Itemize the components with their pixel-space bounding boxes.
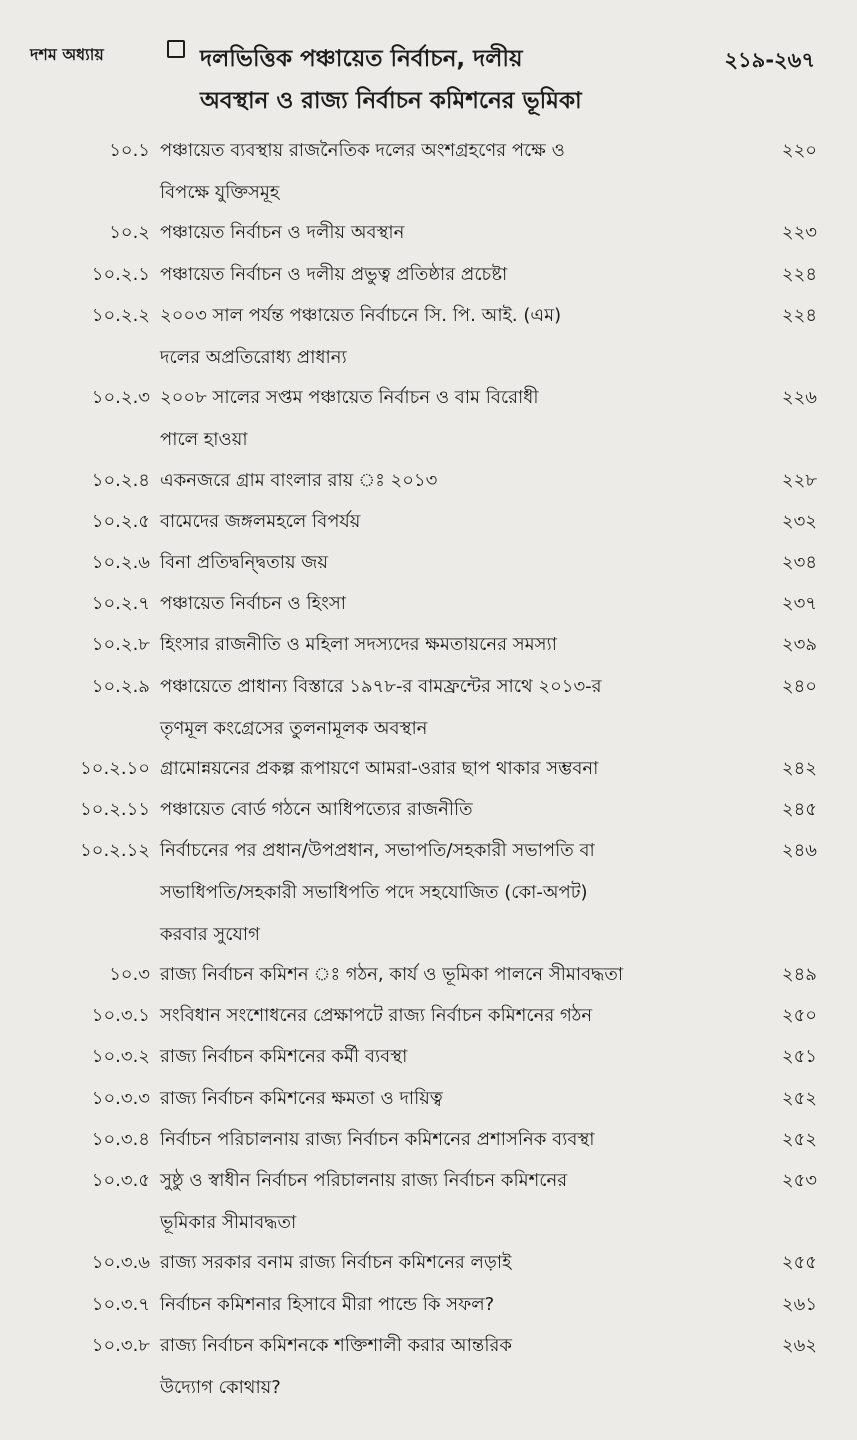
chapter-page-range: ২১৯-২৬৭ xyxy=(724,48,815,72)
section-title xyxy=(160,830,745,956)
section-number: ১০.২.৯ xyxy=(91,675,150,697)
section-title-line: বিনা প্রতিদ্বন্দ্বিতায় জয় xyxy=(160,552,328,573)
section-title-line: সংবিধান সংশোধনের প্রেক্ষাপটে রাজ্য নির্বাচন কমিশনের গঠন xyxy=(160,1005,593,1027)
section-title-line: একনজরে গ্রাম বাংলার রায় ঃ ২০১৩ xyxy=(160,469,438,491)
section-title xyxy=(160,1119,745,1161)
page-number: ২২৬ xyxy=(781,387,817,409)
section-number: ১০.৩.২ xyxy=(91,1046,150,1068)
section-number: ১০.২.১১ xyxy=(80,799,150,821)
section-number: ১০.৩.৭ xyxy=(91,1293,150,1315)
section-number: ১০.২.৭ xyxy=(91,593,150,615)
section-number: ১০.৩.৪ xyxy=(91,1128,150,1150)
section-title-line: গ্রামোন্নয়নের প্রকল্প রূপায়ণে আমরা-ওরার ছাপ থাকার সম্ভবনা xyxy=(160,758,599,779)
section-title-line: পঞ্চায়েত নির্বাচন ও দলীয় অবস্থান xyxy=(160,222,405,244)
section-number: ১০.২ xyxy=(109,222,150,244)
section-title-line: পঞ্চায়েত ব্যবস্থায় রাজনৈতিক দলের অংশগ্রহণের পক্ষে ও xyxy=(160,140,565,161)
section-title-line: রাজ্য নির্বাচন কমিশন ঃ গঠন, কার্য ও ভূমিকা পালনে সীমাবদ্ধতা xyxy=(160,964,624,985)
section-title-line: ভূমিকার সীমাবদ্ধতা xyxy=(160,1212,297,1233)
section-title-line: পঞ্চায়েত নির্বাচন ও হিংসা xyxy=(160,593,346,615)
section-title-line: নির্বাচনের পর প্রধান/উপপ্রধান, সভাপতি/সহকারী সভাপতি বা xyxy=(160,840,595,862)
section-title-line: রাজ্য সরকার বনাম রাজ্য নির্বাচন কমিশনের লড়াই xyxy=(160,1252,512,1274)
section-title xyxy=(160,542,745,584)
section-number: ১০.১ xyxy=(109,140,150,161)
section-title xyxy=(160,1078,745,1120)
checkbox-bullet-icon xyxy=(167,40,185,58)
section-number: ১০.৩.৩ xyxy=(91,1087,150,1109)
section-number: ১০.২.৫ xyxy=(91,510,150,532)
section-title xyxy=(160,1284,745,1326)
page-number: ২৩২ xyxy=(781,510,817,532)
section-title-line: তৃণমূল কংগ্রেসের তুলনামূলক অবস্থান xyxy=(160,717,428,739)
section-number: ১০.২.৬ xyxy=(91,552,150,573)
page-number: ২২৪ xyxy=(781,263,817,285)
section-title-line: বিপক্ষে যুক্তিসমূহ xyxy=(160,182,280,203)
section-title xyxy=(160,1160,745,1244)
section-title-line: হিংসার রাজনীতি ও মহিলা সদস্যদের ক্ষমতায়নের সমস্যা xyxy=(160,634,557,656)
page-number: ২৫২ xyxy=(781,1128,817,1150)
page-number: ২২৮ xyxy=(781,469,817,491)
page-number: ২৪৬ xyxy=(781,840,817,862)
section-title-line: ২০০৩ সাল পর্যন্ত পঞ্চায়েত নির্বাচনে সি. পি. আই. (এম) xyxy=(160,304,562,326)
section-title xyxy=(160,1325,745,1409)
section-title-line: করবার সুযোগ xyxy=(160,924,260,946)
section-number: ১০.৩.৬ xyxy=(91,1252,150,1274)
section-title xyxy=(160,583,745,625)
section-title-line: সুষ্ঠু ও স্বাধীন নির্বাচন পরিচালনায় রাজ্য নির্বাচন কমিশনের xyxy=(160,1170,568,1191)
page-number: ২৫৩ xyxy=(781,1170,817,1191)
section-title-line: রাজ্য নির্বাচন কমিশনের কর্মী ব্যবস্থা xyxy=(160,1046,408,1068)
page-number: ২৫০ xyxy=(781,1005,817,1027)
section-title xyxy=(160,789,745,831)
section-title xyxy=(160,995,745,1037)
chapter-label: দশম অধ্যায় xyxy=(30,45,104,64)
section-number: ১০.২.১ xyxy=(91,263,150,285)
section-title-line: নির্বাচন কমিশনার হিসাবে মীরা পান্ডে কি সফল? xyxy=(160,1293,495,1315)
chapter-title-line-1: দলভিত্তিক পঞ্চায়েত নির্বাচন, দলীয় xyxy=(200,46,523,72)
section-title-line: পালে হাওয়া xyxy=(160,429,248,451)
section-number: ১০.৩.৫ xyxy=(91,1170,150,1191)
section-title xyxy=(160,1242,745,1284)
section-number: ১০.২.২ xyxy=(91,304,150,326)
section-title-line: দলের অপ্রতিরোধ্য প্রাধান্য xyxy=(160,346,347,368)
section-title xyxy=(160,130,745,214)
section-number: ১০.২.৩ xyxy=(91,387,150,409)
chapter-title-line-2: অবস্থান ও রাজ্য নির্বাচন কমিশনের ভূমিকা xyxy=(200,88,582,114)
page-number: ২৫৫ xyxy=(781,1252,817,1274)
chapter-heading xyxy=(0,38,857,128)
page-number: ২৪২ xyxy=(781,758,817,779)
section-title xyxy=(160,377,745,461)
page-number: ২২৪ xyxy=(781,304,817,326)
section-title-line: পঞ্চায়েত বোর্ড গঠনে আধিপত্যের রাজনীতি xyxy=(160,799,473,821)
section-title xyxy=(160,295,745,379)
section-title-line: উদ্যোগ কোথায়? xyxy=(160,1376,281,1398)
section-title-line: নির্বাচন পরিচালনায় রাজ্য নির্বাচন কমিশনের প্রশাসনিক ব্যবস্থা xyxy=(160,1128,595,1150)
section-title-line: ২০০৮ সালের সপ্তম পঞ্চায়েত নির্বাচন ও বাম বিরোধী xyxy=(160,387,539,409)
page-number: ২৫১ xyxy=(781,1046,817,1068)
section-title xyxy=(160,460,745,502)
section-number: ১০.৩.১ xyxy=(91,1005,150,1027)
section-title-line: সভাধিপতি/সহকারী সভাধিপতি পদে সহযোজিত (কো-অপট) xyxy=(160,882,588,904)
section-title xyxy=(160,954,745,996)
section-number: ১০.৩.৮ xyxy=(91,1334,150,1356)
section-number: ১০.৩ xyxy=(109,964,150,985)
section-title-line: পঞ্চায়েতে প্রাধান্য বিস্তারে ১৯৭৮-র বামফ্রন্টের সাথে ২০১৩-র xyxy=(160,675,602,697)
page-number: ২৪৫ xyxy=(781,799,817,821)
page-number: ২৬১ xyxy=(781,1293,817,1315)
section-number: ১০.২.১০ xyxy=(80,758,150,779)
page-number: ২৩৪ xyxy=(781,552,817,573)
section-number: ১০.২.৮ xyxy=(91,634,150,656)
page-number: ২৩৭ xyxy=(781,593,817,615)
section-title xyxy=(160,624,745,666)
page-number: ২২৩ xyxy=(781,222,817,244)
page-number: ২৬২ xyxy=(781,1334,817,1356)
section-number: ১০.২.১২ xyxy=(80,840,150,862)
section-title-line: রাজ্য নির্বাচন কমিশনের ক্ষমতা ও দায়িত্ব xyxy=(160,1087,443,1109)
page-number: ২৩৯ xyxy=(781,634,817,656)
chapter-title xyxy=(200,38,670,122)
page-number: ২২০ xyxy=(781,140,817,161)
section-title-line: পঞ্চায়েত নির্বাচন ও দলীয় প্রভুত্ব প্রতিষ্ঠার প্রচেষ্টা xyxy=(160,263,508,285)
section-title xyxy=(160,1036,745,1078)
section-title xyxy=(160,501,745,543)
section-number: ১০.২.৪ xyxy=(91,469,150,491)
section-title xyxy=(160,666,745,750)
page-number: ২৫২ xyxy=(781,1087,817,1109)
section-title xyxy=(160,254,745,296)
section-title-line: বামেদের জঙ্গলমহলে বিপর্যয় xyxy=(160,510,361,532)
section-title xyxy=(160,212,745,254)
section-title xyxy=(160,748,745,790)
section-title-line: রাজ্য নির্বাচন কমিশনকে শক্তিশালী করার আন্তরিক xyxy=(160,1334,512,1356)
page-number: ২৪৯ xyxy=(781,964,817,985)
page-number: ২৪০ xyxy=(781,675,817,697)
